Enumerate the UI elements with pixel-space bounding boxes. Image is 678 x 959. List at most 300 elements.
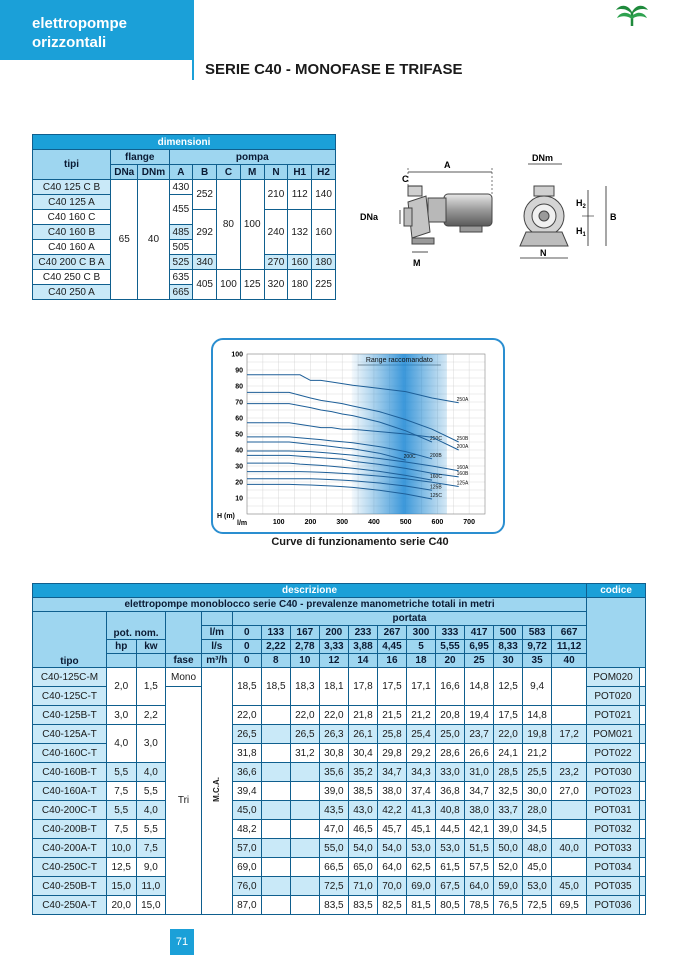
flow-value: 32,5 — [494, 782, 523, 801]
ls-value: 6,95 — [465, 640, 494, 654]
dim-dnm: 40 — [138, 180, 169, 300]
flow-value: 71,0 — [348, 877, 377, 896]
flow-value: 80,5 — [436, 896, 465, 915]
flow-value: 64,0 — [465, 877, 494, 896]
flow-value: 45,0 — [523, 858, 552, 877]
ls-value: 2,78 — [290, 640, 319, 654]
performance-chart — [213, 340, 503, 532]
flow-value: 54,0 — [348, 839, 377, 858]
row-hp: 2,0 — [106, 668, 136, 706]
flow-value — [261, 706, 290, 725]
flow-value: 52,0 — [494, 858, 523, 877]
descrizione-header: descrizione — [33, 584, 587, 598]
x-tick-label: 200 — [304, 519, 317, 526]
curve-label: 125B — [430, 484, 442, 491]
flow-value — [290, 858, 319, 877]
y-tick-label: 70 — [235, 399, 243, 407]
m3h-value: 14 — [348, 654, 377, 668]
row-hp: 12,5 — [106, 858, 136, 877]
flow-value: 64,0 — [377, 858, 406, 877]
flow-value: 69,0 — [232, 858, 261, 877]
row-kw: 1,5 — [136, 668, 166, 706]
dim-tipo: C40 125 A — [33, 195, 111, 210]
pot-nom: pot. nom. — [106, 612, 165, 640]
label-c: C — [402, 174, 409, 184]
m3h-value: 16 — [377, 654, 406, 668]
page-number: 71 — [170, 929, 194, 955]
dim-m: 100 — [240, 180, 264, 270]
label-dnm: DNm — [532, 153, 554, 163]
curve-label: 200A — [456, 444, 469, 450]
ls-value: 5 — [406, 640, 435, 654]
flow-value: 26,6 — [465, 744, 494, 763]
flow-value: 21,2 — [523, 744, 552, 763]
flow-value: 34,7 — [377, 763, 406, 782]
row-code: POT035 — [587, 877, 640, 896]
y-tick-label: 20 — [235, 479, 243, 487]
flow-value: 61,5 — [436, 858, 465, 877]
dim-tipo: C40 160 A — [33, 240, 111, 255]
m3h-value: 40 — [552, 654, 587, 668]
flow-value: 39,0 — [319, 782, 348, 801]
ls-value: 5,55 — [436, 640, 465, 654]
flow-value: 29,8 — [377, 744, 406, 763]
dim-b: 252 — [193, 180, 217, 210]
ls-value: 3,88 — [348, 640, 377, 654]
col-hp: hp — [106, 640, 136, 654]
dim-dna: 65 — [111, 180, 138, 300]
row-tipo: C40-200B-T — [33, 820, 107, 839]
flow-value — [290, 877, 319, 896]
ls-value: 3,33 — [319, 640, 348, 654]
dim-c: 100 — [217, 270, 241, 300]
flow-value: 38,0 — [377, 782, 406, 801]
m3h-value: 10 — [290, 654, 319, 668]
row-kw: 5,5 — [136, 782, 166, 801]
lm-value: 583 — [523, 626, 552, 640]
flow-value: 45,1 — [406, 820, 435, 839]
flow-value: 53,0 — [406, 839, 435, 858]
dim-b: 340 — [193, 255, 217, 270]
flow-value — [290, 820, 319, 839]
flow-value: 31,0 — [465, 763, 494, 782]
dim-tipo: C40 125 C B — [33, 180, 111, 195]
flow-value — [552, 801, 587, 820]
m3h-value: 25 — [465, 654, 494, 668]
row-kw: 5,5 — [136, 820, 166, 839]
flow-value — [261, 744, 290, 763]
x-tick-label: 400 — [368, 519, 380, 526]
flow-value: 26,3 — [319, 725, 348, 744]
dim-h2: 180 — [312, 255, 336, 270]
row-kw: 4,0 — [136, 801, 166, 820]
flow-value: 69,5 — [552, 896, 587, 915]
flow-value — [261, 763, 290, 782]
y-tick-label: 40 — [235, 447, 243, 455]
flow-value: 30,8 — [319, 744, 348, 763]
x-tick-label: 700 — [463, 519, 475, 526]
flow-value: 81,5 — [406, 896, 435, 915]
col-m: M — [240, 165, 264, 180]
flow-value — [290, 801, 319, 820]
col-n: N — [264, 165, 288, 180]
row-tipo: C40-200A-T — [33, 839, 107, 858]
flow-value: 35,2 — [348, 763, 377, 782]
row-code: POT033 — [587, 839, 640, 858]
dim-a: 525 — [169, 255, 193, 270]
dim-h1: 180 — [288, 270, 312, 300]
table-row — [33, 858, 646, 877]
flow-value: 25,5 — [523, 763, 552, 782]
dim-tipo: C40 250 A — [33, 285, 111, 300]
row-fase: Tri — [166, 687, 202, 915]
col-h1: H1 — [288, 165, 312, 180]
flow-value: 26,5 — [232, 725, 261, 744]
x-tick-label: 100 — [272, 519, 285, 526]
row-extra — [639, 668, 645, 687]
series-title: SERIE C40 - MONOFASE E TRIFASE — [205, 61, 463, 78]
y-tick-label: 10 — [235, 495, 243, 503]
flow-value: 39,0 — [494, 820, 523, 839]
row-kw: 7,5 — [136, 839, 166, 858]
label-h1: $H_1$ — [576, 226, 586, 238]
row-tipo: C40-125C-M — [33, 668, 107, 687]
lm-value: 500 — [494, 626, 523, 640]
flow-value: 70,0 — [377, 877, 406, 896]
row-kw: 2,2 — [136, 706, 166, 725]
row-fase: Mono — [166, 668, 202, 687]
chart-xlabel: l/m — [237, 520, 248, 527]
flow-value: 38,0 — [465, 801, 494, 820]
flow-value: 83,5 — [348, 896, 377, 915]
curve-label: 250C — [430, 436, 442, 442]
table-row — [33, 668, 646, 687]
flow-value — [261, 801, 290, 820]
dim-a: 430 — [169, 180, 193, 195]
flow-value: 57,5 — [465, 858, 494, 877]
flow-value: 62,5 — [406, 858, 435, 877]
row-hp: 3,0 — [106, 706, 136, 725]
flow-value: 23,2 — [552, 763, 587, 782]
row-code: POT022 — [587, 744, 640, 763]
dim-b: 405 — [193, 270, 217, 300]
y-tick-label: 60 — [235, 415, 243, 423]
lm-value: 0 — [232, 626, 261, 640]
col-dna: DNa — [111, 165, 138, 180]
group-flange: flange — [111, 150, 170, 165]
flow-value: 76,5 — [494, 896, 523, 915]
flow-value: 21,5 — [377, 706, 406, 725]
ls-value: 8,33 — [494, 640, 523, 654]
flow-value: 22,0 — [232, 706, 261, 725]
flow-value: 87,0 — [232, 896, 261, 915]
row-kw: 11,0 — [136, 877, 166, 896]
flow-value: 34,7 — [465, 782, 494, 801]
flow-value: 72,5 — [319, 877, 348, 896]
flow-value: 17,8 — [348, 668, 377, 706]
ls-value: 0 — [232, 640, 261, 654]
row-tipo: C40-125B-T — [33, 706, 107, 725]
flow-value — [552, 668, 587, 706]
flow-value: 50,0 — [494, 839, 523, 858]
flow-value: 41,3 — [406, 801, 435, 820]
curve-label: 200B — [430, 452, 442, 459]
curve-label: 125C — [430, 492, 442, 499]
flow-value: 23,7 — [465, 725, 494, 744]
flow-value: 12,5 — [494, 668, 523, 706]
flow-value: 44,5 — [436, 820, 465, 839]
lm-value: 267 — [377, 626, 406, 640]
flow-value: 18,1 — [319, 668, 348, 706]
ls-value: 2,22 — [261, 640, 290, 654]
label-m: M — [413, 258, 421, 268]
dim-n: 320 — [264, 270, 288, 300]
flow-value: 9,4 — [523, 668, 552, 706]
flow-value — [552, 706, 587, 725]
flow-value: 55,0 — [319, 839, 348, 858]
col-fase: fase — [166, 654, 202, 668]
flow-value — [290, 896, 319, 915]
flow-value: 22,0 — [319, 706, 348, 725]
lm-value: 133 — [261, 626, 290, 640]
col-tipo: tipo — [33, 612, 107, 668]
row-hp: 15,0 — [106, 877, 136, 896]
table-row — [33, 706, 646, 725]
dim-h2: 160 — [312, 210, 336, 255]
dimensions-title: dimensioni — [33, 135, 336, 150]
dim-tipo: C40 250 C B — [33, 270, 111, 285]
flow-value: 17,5 — [494, 706, 523, 725]
flow-value: 35,6 — [319, 763, 348, 782]
unit-m3h: m³/h — [201, 654, 232, 668]
label-n: N — [540, 248, 547, 258]
dim-tipo: C40 160 C — [33, 210, 111, 225]
m3h-value: 30 — [494, 654, 523, 668]
flow-value: 16,6 — [436, 668, 465, 706]
dim-b: 292 — [193, 210, 217, 255]
flow-value: 29,2 — [406, 744, 435, 763]
flow-value: 25,0 — [436, 725, 465, 744]
range-label: Range raccomandato — [365, 357, 433, 364]
dim-c: 80 — [217, 180, 241, 270]
flow-value: 19,4 — [465, 706, 494, 725]
row-extra — [639, 839, 645, 858]
x-tick-label: 300 — [336, 519, 349, 526]
ls-value: 11,12 — [552, 640, 587, 654]
lm-value: 167 — [290, 626, 319, 640]
flow-value: 45,7 — [377, 820, 406, 839]
row-code: POT031 — [587, 801, 640, 820]
dim-a: 635 — [169, 270, 193, 285]
flow-value: 72,5 — [523, 896, 552, 915]
flow-value: 69,0 — [406, 877, 435, 896]
flow-value: 54,0 — [377, 839, 406, 858]
table-row — [33, 801, 646, 820]
row-hp: 4,0 — [106, 725, 136, 763]
flow-value: 25,4 — [406, 725, 435, 744]
m3h-value: 12 — [319, 654, 348, 668]
flow-value: 17,2 — [552, 725, 587, 744]
y-tick-label: 80 — [235, 383, 243, 391]
col-a: A — [169, 165, 193, 180]
row-tipo: C40-125A-T — [33, 725, 107, 744]
flow-value: 28,6 — [436, 744, 465, 763]
codice-spacer — [587, 598, 646, 668]
dim-n: 270 — [264, 255, 288, 270]
flow-value — [290, 839, 319, 858]
hp-spacer — [106, 654, 136, 668]
flow-value: 25,8 — [377, 725, 406, 744]
flow-value: 33,7 — [494, 801, 523, 820]
dim-n: 240 — [264, 210, 288, 255]
flow-value — [290, 763, 319, 782]
curve-label: 250B — [456, 436, 469, 442]
row-code: POT032 — [587, 820, 640, 839]
flow-value: 82,5 — [377, 896, 406, 915]
flow-value: 34,3 — [406, 763, 435, 782]
flow-value: 39,4 — [232, 782, 261, 801]
unit-spacer — [201, 612, 232, 626]
flow-value: 46,5 — [348, 820, 377, 839]
flow-value: 66,5 — [319, 858, 348, 877]
row-tipo: C40-160B-T — [33, 763, 107, 782]
fase-spacer — [166, 612, 202, 654]
lm-value: 333 — [436, 626, 465, 640]
flow-value: 28,0 — [523, 801, 552, 820]
category-header — [0, 0, 192, 60]
y-tick-label: 30 — [235, 463, 243, 471]
flow-value: 43,5 — [319, 801, 348, 820]
row-code: POT036 — [587, 896, 640, 915]
row-code: POM020 — [587, 668, 640, 687]
chart-title: Curve di funzionamento serie C40 — [271, 536, 449, 548]
portata-header: portata — [232, 612, 586, 626]
mca-text: M.C.A. — [212, 777, 222, 802]
table-row — [33, 763, 646, 782]
flow-value: 43,0 — [348, 801, 377, 820]
flow-value: 83,5 — [319, 896, 348, 915]
flow-value: 30,0 — [523, 782, 552, 801]
row-extra — [639, 877, 645, 896]
flow-value: 30,4 — [348, 744, 377, 763]
flow-value: 31,8 — [232, 744, 261, 763]
flow-value: 47,0 — [319, 820, 348, 839]
row-tipo: C40-200C-T — [33, 801, 107, 820]
row-extra — [639, 725, 645, 744]
row-extra — [639, 801, 645, 820]
table-row — [33, 839, 646, 858]
flow-value: 14,8 — [465, 668, 494, 706]
category-line1: elettropompe — [32, 15, 128, 32]
group-pompa: pompa — [169, 150, 335, 165]
table-row — [33, 877, 646, 896]
flow-value: 20,8 — [436, 706, 465, 725]
dim-n: 210 — [264, 180, 288, 210]
flow-value: 21,2 — [406, 706, 435, 725]
flow-value: 45,0 — [552, 877, 587, 896]
pump-schematic — [356, 150, 626, 275]
col-b: B — [193, 165, 217, 180]
flow-value: 28,5 — [494, 763, 523, 782]
row-extra — [639, 687, 645, 706]
flow-value: 78,5 — [465, 896, 494, 915]
flow-value: 37,4 — [406, 782, 435, 801]
flow-value: 18,5 — [261, 668, 290, 706]
header-divider — [192, 0, 194, 80]
row-code: POM021 — [587, 725, 640, 744]
row-extra — [639, 858, 645, 877]
flow-value: 31,2 — [290, 744, 319, 763]
m3h-value: 8 — [261, 654, 290, 668]
flow-value: 48,2 — [232, 820, 261, 839]
m3h-value: 20 — [436, 654, 465, 668]
table-row — [33, 896, 646, 915]
flow-value: 18,3 — [290, 668, 319, 706]
col-c: C — [217, 165, 241, 180]
label-h2: $H_2$ — [576, 198, 586, 210]
dim-h2: 140 — [312, 180, 336, 210]
row-code: POT020 — [587, 687, 640, 706]
row-kw: 9,0 — [136, 858, 166, 877]
ls-value: 4,45 — [377, 640, 406, 654]
lm-value: 233 — [348, 626, 377, 640]
flow-value: 17,1 — [406, 668, 435, 706]
flow-value: 21,8 — [348, 706, 377, 725]
flow-value — [552, 820, 587, 839]
flow-value — [261, 877, 290, 896]
y-tick-label: 90 — [235, 367, 243, 375]
flow-value — [261, 820, 290, 839]
curve-label: 125A — [456, 480, 469, 487]
flow-value — [552, 858, 587, 877]
flow-value — [552, 744, 587, 763]
row-code: POT023 — [587, 782, 640, 801]
flow-value: 76,0 — [232, 877, 261, 896]
flow-value: 57,0 — [232, 839, 261, 858]
flow-value: 33,0 — [436, 763, 465, 782]
col-kw: kw — [136, 640, 166, 654]
dim-m: 125 — [240, 270, 264, 300]
flow-value: 48,0 — [523, 839, 552, 858]
row-extra — [639, 820, 645, 839]
row-hp: 20,0 — [106, 896, 136, 915]
row-tipo: C40-250A-T — [33, 896, 107, 915]
flow-value — [261, 896, 290, 915]
dim-h1: 160 — [288, 255, 312, 270]
row-hp: 7,5 — [106, 782, 136, 801]
row-hp: 5,5 — [106, 763, 136, 782]
kw-spacer — [136, 654, 166, 668]
row-tipo: C40-125C-T — [33, 687, 107, 706]
table-row — [33, 782, 646, 801]
dim-tipo: C40 160 B — [33, 225, 111, 240]
dim-a: 485 — [169, 225, 193, 240]
flow-value — [290, 782, 319, 801]
dim-tipo: C40 200 C B A — [33, 255, 111, 270]
codice-header: codice — [587, 584, 646, 598]
m3h-value: 18 — [406, 654, 435, 668]
mca-label — [201, 668, 232, 915]
m3h-value: 0 — [232, 654, 261, 668]
category-line2: orizzontali — [32, 34, 107, 51]
row-code: POT030 — [587, 763, 640, 782]
y-tick-label: 50 — [235, 431, 243, 439]
curve-label: 160A — [456, 464, 469, 471]
row-tipo: C40-250B-T — [33, 877, 107, 896]
curve-label: 160C — [430, 474, 442, 481]
row-kw: 4,0 — [136, 763, 166, 782]
dim-a: 505 — [169, 240, 193, 255]
